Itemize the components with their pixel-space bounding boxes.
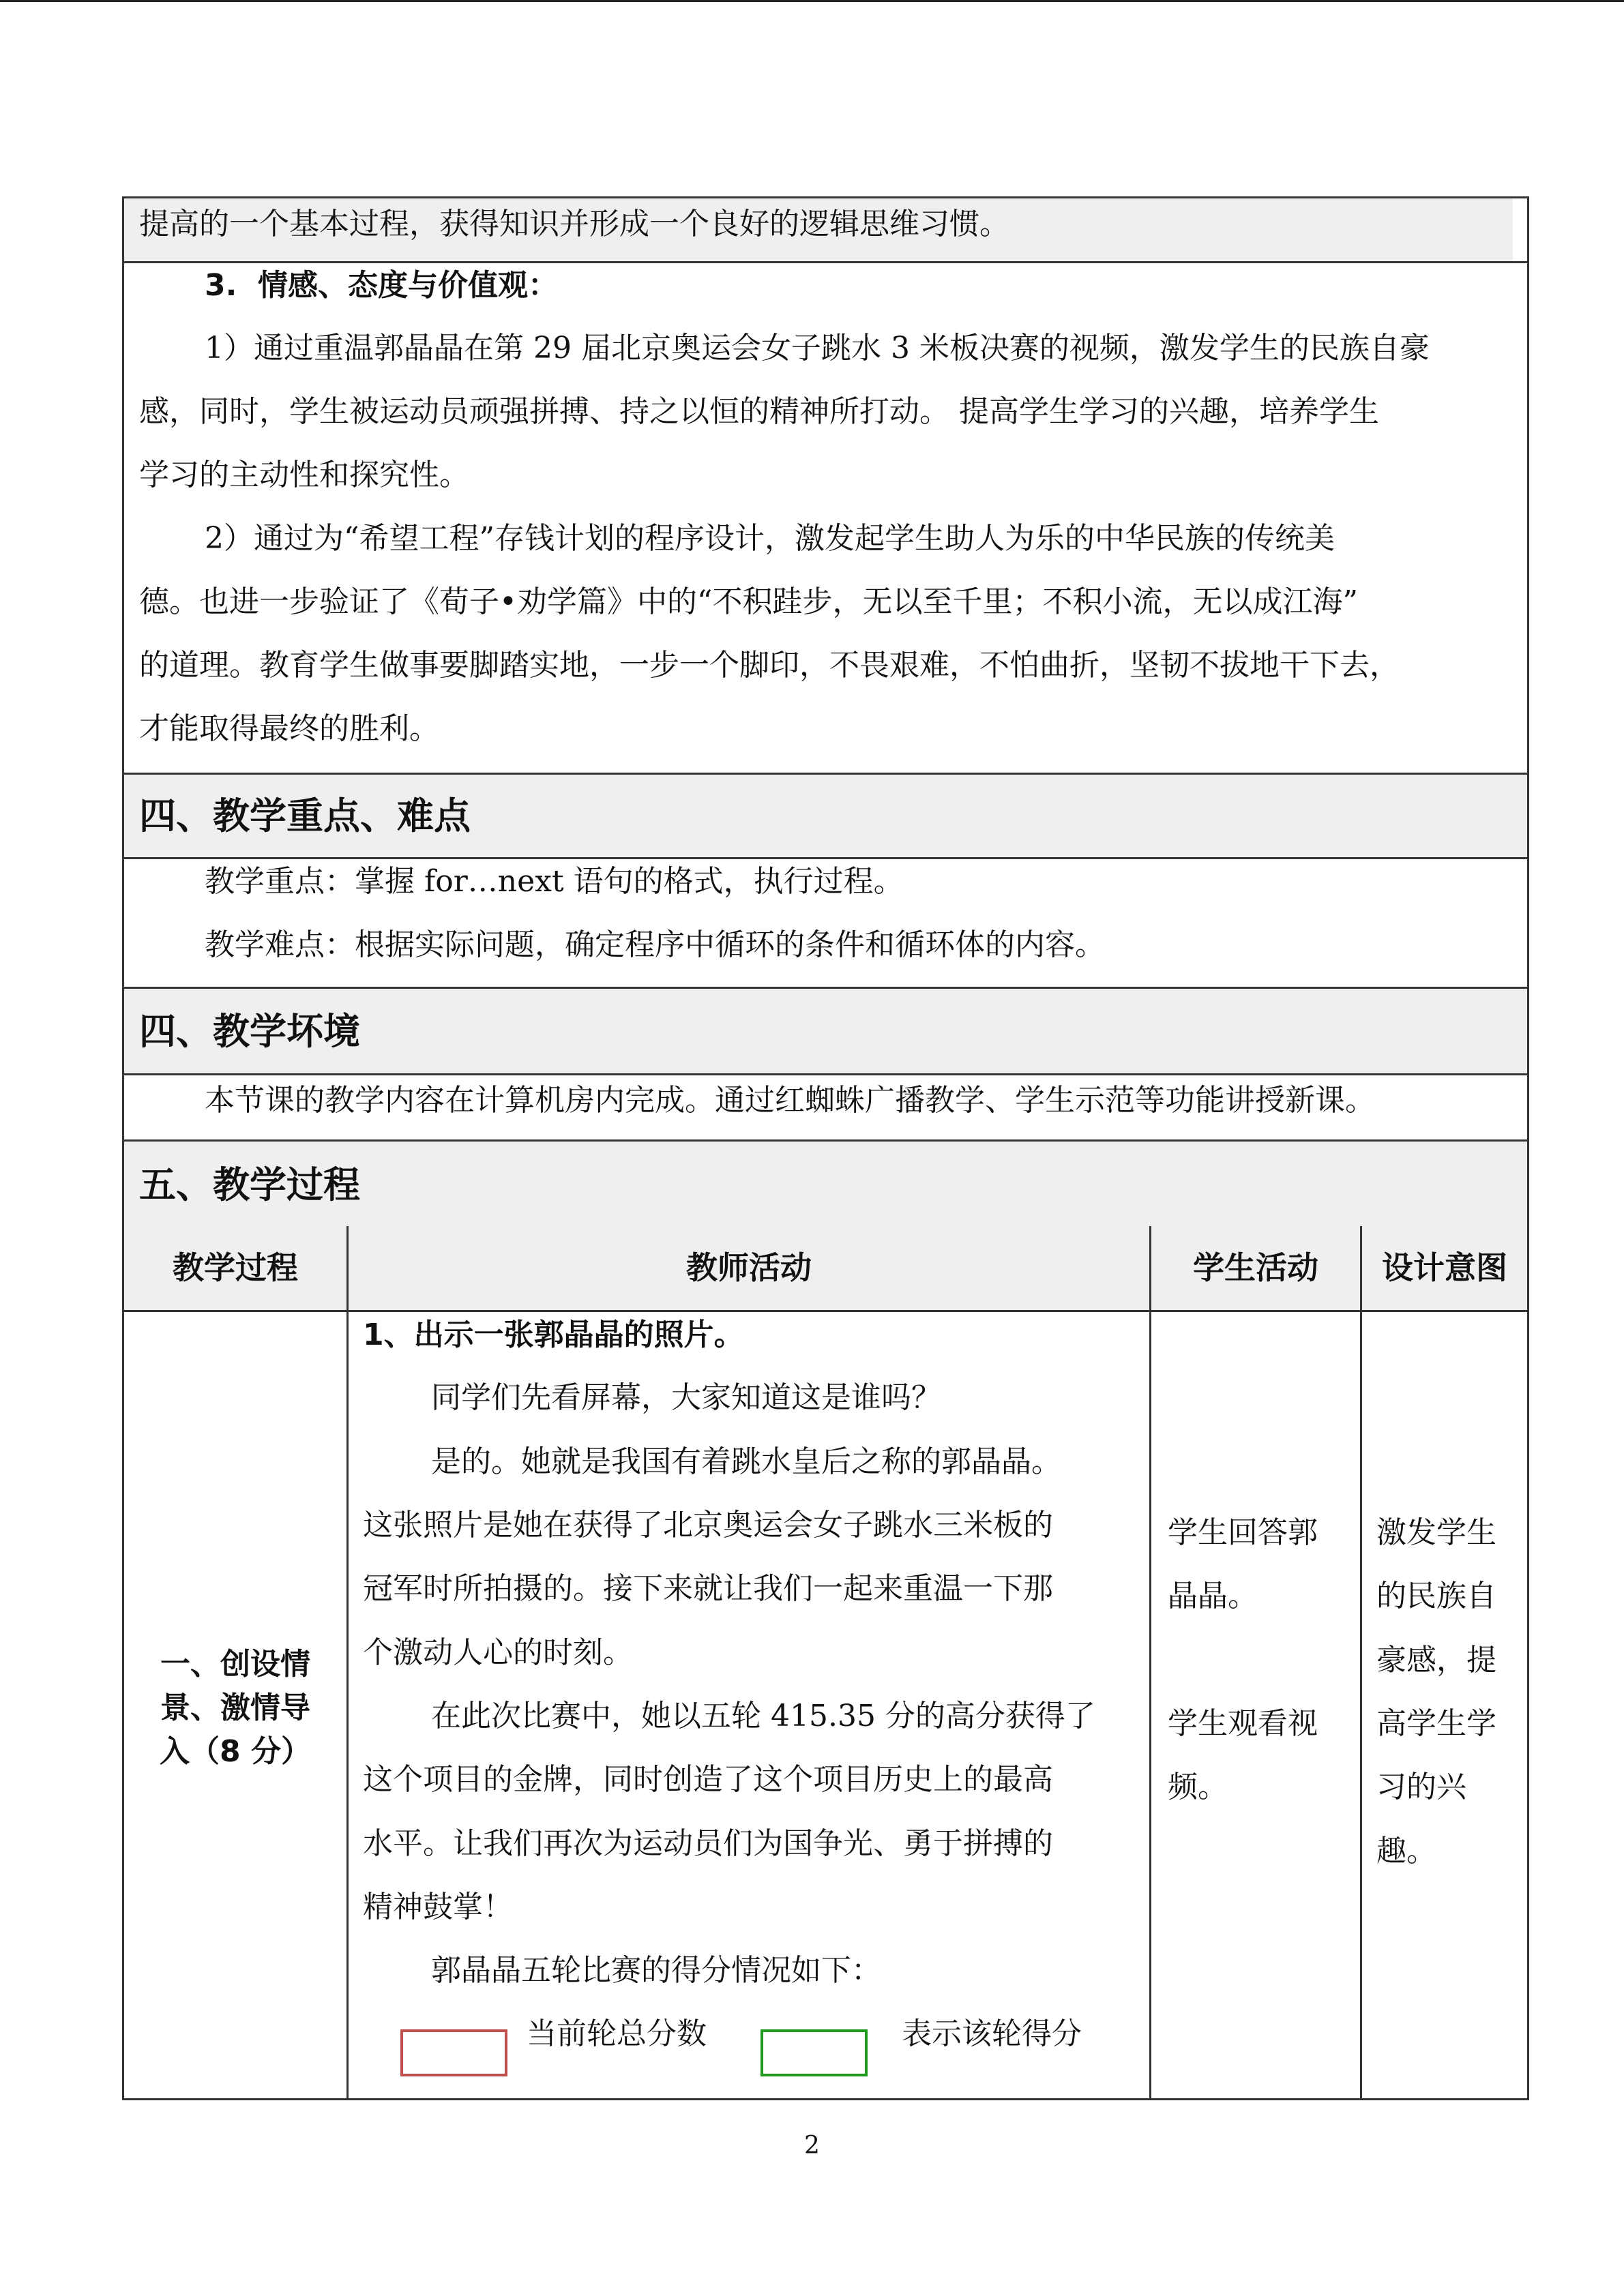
teacher-line-2: 是的。她就是我国有着跳水皇后之称的郭晶晶。	[431, 1444, 1061, 1479]
para2-line1: 2）通过为“希望工程”存钱计划的程序设计，激发起学生助人为乐的中华民族的传统美	[205, 521, 1335, 556]
environment-text: 本节课的教学内容在计算机房内完成。通过红蜘蛛广播教学、学生示范等功能讲授新课。	[205, 1083, 1375, 1118]
stage-label	[124, 1643, 346, 1774]
student-line-2: 晶晶。	[1168, 1579, 1258, 1613]
teacher-line-9: 精神鼓掌！	[363, 1890, 513, 1924]
header-process: 教学过程	[173, 1249, 298, 1286]
para1-line3: 学习的主动性和探究性。	[139, 458, 469, 492]
col-divider-2	[1149, 1226, 1151, 2098]
legend-green-label: 表示该轮得分	[902, 2016, 1082, 2051]
section4b-title-row	[122, 987, 1529, 1075]
stage-line-3: 入（8 分）	[160, 1734, 311, 1769]
section4a-content	[122, 857, 1529, 989]
header-divider	[124, 1310, 1527, 1312]
legend-red-box	[400, 2029, 507, 2076]
intro-row	[122, 196, 1529, 263]
teaching-key: 教学重点：掌握 for…next 语句的格式，执行过程。	[205, 864, 904, 899]
teacher-line-5: 个激动人心的时刻。	[363, 1635, 633, 1670]
section4b-content	[122, 1073, 1529, 1142]
student-line-3: 学生观看视	[1168, 1706, 1318, 1741]
section5-title: 五、教学过程	[139, 1163, 360, 1206]
section4a-title: 四、教学重点、难点	[139, 794, 471, 837]
intent-line-2: 的民族自	[1376, 1579, 1496, 1613]
col-divider-3	[1360, 1226, 1362, 2098]
header-intent: 设计意图	[1382, 1249, 1507, 1286]
emotion-heading: 3. 情感、态度与价值观：	[205, 268, 558, 303]
stage-line-1: 一、创设情	[160, 1647, 310, 1682]
legend-red-label: 当前轮总分数	[527, 2016, 707, 2051]
page-top-border	[0, 0, 1624, 2]
teacher-heading: 1、出示一张郭晶晶的照片。	[363, 1317, 744, 1352]
intro-line: 提高的一个基本过程，获得知识并形成一个良好的逻辑思维习惯。	[139, 207, 1009, 241]
teacher-line-1: 同学们先看屏幕，大家知道这是谁吗？	[431, 1380, 941, 1415]
teacher-line-7: 这个项目的金牌，同时创造了这个项目历史上的最高	[363, 1762, 1053, 1797]
legend-green-box	[761, 2029, 868, 2076]
intent-line-6: 趣。	[1376, 1834, 1436, 1868]
process-table	[122, 1226, 1529, 2100]
header-teacher: 教师活动	[686, 1249, 812, 1286]
intent-line-1: 激发学生	[1376, 1515, 1496, 1550]
para1-line1: 1）通过重温郭晶晶在第 29 届北京奥运会女子跳水 3 米板决赛的视频，激发学生的民族自豪	[205, 331, 1430, 366]
teacher-line-6: 在此次比赛中，她以五轮 415.35 分的高分获得了	[431, 1699, 1095, 1733]
teacher-line-10: 郭晶晶五轮比赛的得分情况如下：	[431, 1953, 881, 1988]
stage-line-2: 景、激情导	[160, 1690, 310, 1725]
emotion-section	[122, 261, 1529, 775]
page-number: 2	[804, 2132, 820, 2160]
section4b-title: 四、教学坏境	[139, 1009, 360, 1053]
teaching-difficulty: 教学难点：根据实际问题，确定程序中循环的条件和循环体的内容。	[205, 927, 1105, 962]
intent-line-4: 高学生学	[1376, 1706, 1496, 1741]
para2-line4: 才能取得最终的胜利。	[139, 711, 439, 746]
teacher-line-4: 冠军时所拍摄的。接下来就让我们一起来重温一下那	[363, 1571, 1053, 1606]
intent-line-5: 习的兴	[1376, 1770, 1466, 1804]
para2-line2: 德。也进一步验证了《荀子•劝学篇》中的“不积跬步，无以至千里；不积小流，无以成江海”	[139, 584, 1358, 619]
para2-line3: 的道理。教育学生做事要脚踏实地，一步一个脚印，不畏艰难，不怕曲折，坚韧不拔地干下去，	[139, 648, 1400, 683]
teacher-line-3: 这张照片是她在获得了北京奥运会女子跳水三米板的	[363, 1508, 1053, 1542]
header-student: 学生活动	[1193, 1249, 1318, 1286]
section4a-title-row	[122, 773, 1529, 859]
student-line-1: 学生回答郭	[1168, 1515, 1318, 1550]
teacher-line-8: 水平。让我们再次为运动员们为国争光、勇于拼搏的	[363, 1826, 1053, 1861]
section5-title-row	[122, 1139, 1529, 1228]
para1-line2: 感，同时，学生被运动员顽强拼搏、持之以恒的精神所打动。 提高学生学习的兴趣，培养学生	[139, 394, 1379, 429]
col-divider-1	[346, 1226, 349, 2098]
intent-line-3: 豪感，提	[1376, 1643, 1496, 1678]
student-line-4: 频。	[1168, 1770, 1228, 1804]
